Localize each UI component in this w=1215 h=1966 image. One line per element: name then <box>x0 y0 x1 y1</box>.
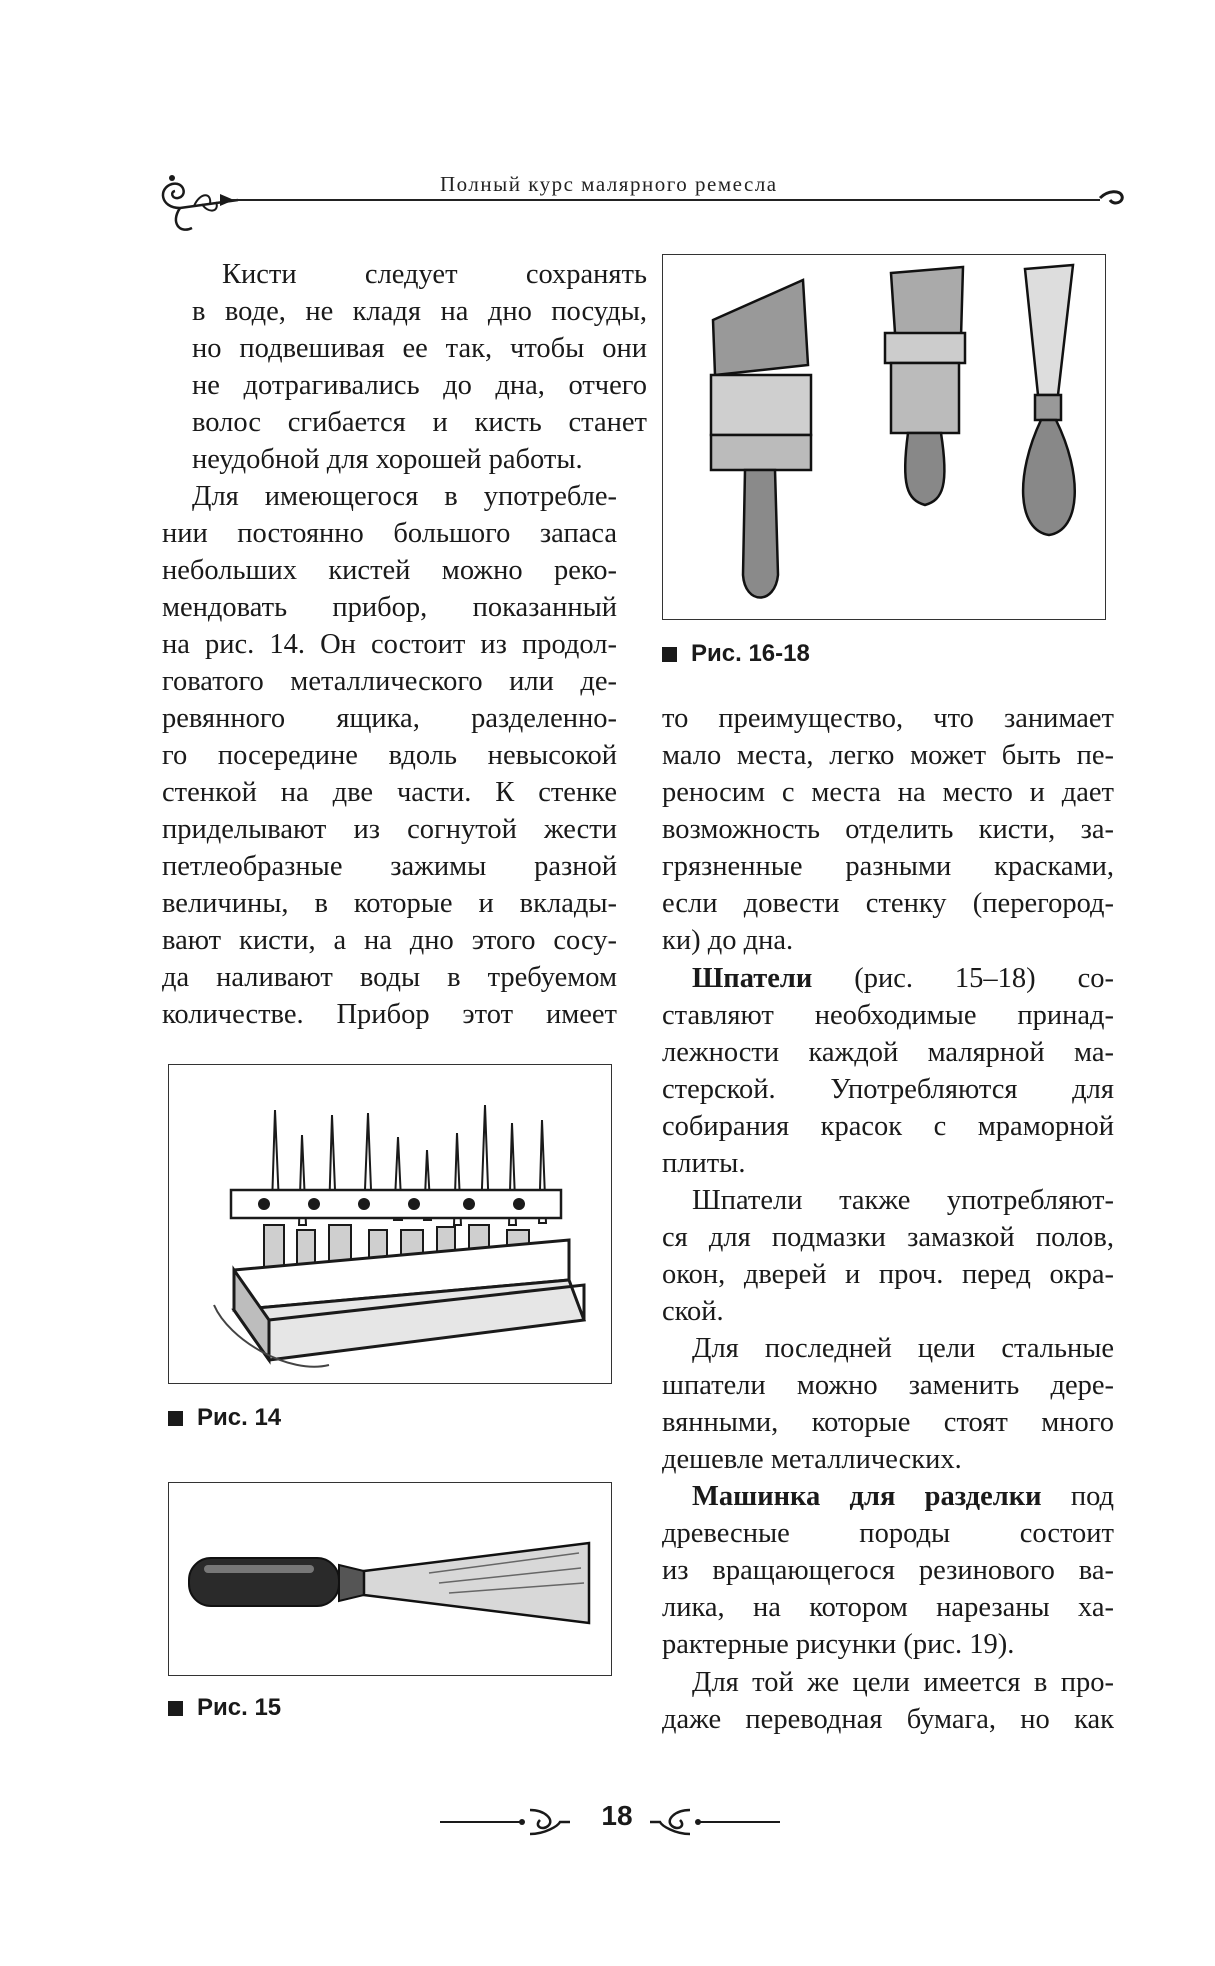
figure-14-caption <box>168 1404 281 1432</box>
text-line: на рис. 14. Он состоит из продол- <box>162 629 617 660</box>
figure-15-caption <box>168 1694 281 1722</box>
caption-text: Рис. 14 <box>197 1404 282 1431</box>
text-line: из вращающегося резинового ва- <box>662 1555 1114 1586</box>
text-line <box>692 960 1114 997</box>
text-line: лежности каждой малярной ма- <box>662 1037 1114 1068</box>
text-line: реносим с места на место и дает <box>662 777 1114 808</box>
text-line: ской. <box>662 1296 724 1327</box>
text-line: мало места, легко может быть пе- <box>662 740 1114 771</box>
text-line: ставляют необходимые принад- <box>662 1000 1114 1031</box>
text-line: в воде, не кладя на дно посуды, <box>192 296 647 327</box>
text-line: не дотрагивались до дна, отчего <box>192 370 647 401</box>
text-line: Шпатели также употребляют- <box>692 1185 1114 1216</box>
right-paragraph-2 <box>662 960 1114 1182</box>
text-line: величины, в которые и вклады- <box>162 888 617 919</box>
right-paragraph-3 <box>662 1182 1114 1330</box>
text-line: стенкой на две части. К стенке <box>162 777 617 808</box>
text-line: Для имеющегося в употребле- <box>192 481 617 512</box>
text-line <box>692 1478 1114 1515</box>
text-line: петлеобразные зажимы разной <box>162 851 617 882</box>
caption-text: Рис. 15 <box>197 1694 282 1721</box>
text-line: мендовать прибор, показанный <box>162 592 617 623</box>
page-number: 18 <box>601 1800 633 1831</box>
text-line: если довести стенку (перегород- <box>662 888 1114 919</box>
left-paragraph-2 <box>162 478 617 1033</box>
text-line: дешевле металлических. <box>662 1444 962 1475</box>
term-mashinka: Машинка для разделки <box>692 1481 1042 1512</box>
text-line: нии постоянно большого запаса <box>162 518 617 549</box>
figure-15-spatula <box>168 1482 612 1676</box>
caption-text: Рис. 16-18 <box>691 640 810 667</box>
text-line: плиты. <box>662 1148 746 1179</box>
text-fragment: под <box>1070 1481 1114 1512</box>
text-line: рактерные рисунки (рис. 19). <box>662 1629 1015 1660</box>
caption-bullet <box>662 647 677 662</box>
figure-16-18-brushes <box>662 254 1106 620</box>
text-line: грязненные разными красками, <box>662 851 1114 882</box>
text-line: ки) до дна. <box>662 925 794 956</box>
right-paragraph-6 <box>662 1664 1114 1738</box>
text-line: стерской. Употребляются для <box>662 1074 1114 1105</box>
text-line: то преимущество, что занимает <box>662 703 1114 734</box>
text-fragment: (рис. 15–18) со- <box>854 963 1114 994</box>
header-ornament-left <box>150 168 240 240</box>
text-line: волос сгибается и кисть станет <box>192 407 647 438</box>
text-line: приделывают из согнутой жести <box>162 814 617 845</box>
text-line: Для той же цели имеется в про- <box>692 1667 1114 1698</box>
text-line: Кисти следует сохранять <box>222 259 647 290</box>
text-line: древесные породы состоит <box>662 1518 1114 1549</box>
text-line: ся для подмазки замазкой полов, <box>662 1222 1114 1253</box>
text-line: го посередине вдоль невысокой <box>162 740 617 771</box>
right-paragraph-4 <box>662 1330 1114 1478</box>
text-line: Для последней цели стальные <box>692 1333 1114 1364</box>
text-line: ревянного ящика, разделенно- <box>162 703 617 734</box>
text-line: количестве. Прибор этот имеет <box>162 999 617 1030</box>
term-shpateli: Шпатели <box>692 963 813 994</box>
text-line: небольших кистей можно реко- <box>162 555 617 586</box>
running-header-title: Полный курс малярного ремесла <box>440 172 778 196</box>
header-ornament-right <box>1098 186 1126 208</box>
text-line: лика, на котором нарезаны ха- <box>662 1592 1114 1623</box>
text-line: говатого металлического или де- <box>162 666 617 697</box>
right-paragraph-5 <box>662 1478 1114 1663</box>
text-line: вянными, которые стоят много <box>662 1407 1114 1438</box>
text-line: даже переводная бумага, но как <box>662 1704 1114 1735</box>
caption-bullet <box>168 1411 183 1426</box>
figure-14-brush-box <box>168 1064 612 1384</box>
text-line: собирания красок с мраморной <box>662 1111 1114 1142</box>
right-paragraph-1 <box>662 700 1114 959</box>
text-line: возможность отделить кисти, за- <box>662 814 1114 845</box>
text-line: но подвешивая ее так, чтобы они <box>192 333 647 364</box>
text-line: вают кисти, а на дно этого сосу- <box>162 925 617 956</box>
caption-bullet <box>168 1701 183 1716</box>
text-line: окон, дверей и проч. перед окра- <box>662 1259 1114 1290</box>
text-line: шпатели можно заменить дере- <box>662 1370 1114 1401</box>
left-paragraph-1 <box>162 256 647 478</box>
text-line: неудобной для хорошей работы. <box>192 444 583 475</box>
text-line: да наливают воды в требуемом <box>162 962 617 993</box>
header-rule <box>232 199 1100 201</box>
figure-16-18-caption <box>662 640 810 668</box>
